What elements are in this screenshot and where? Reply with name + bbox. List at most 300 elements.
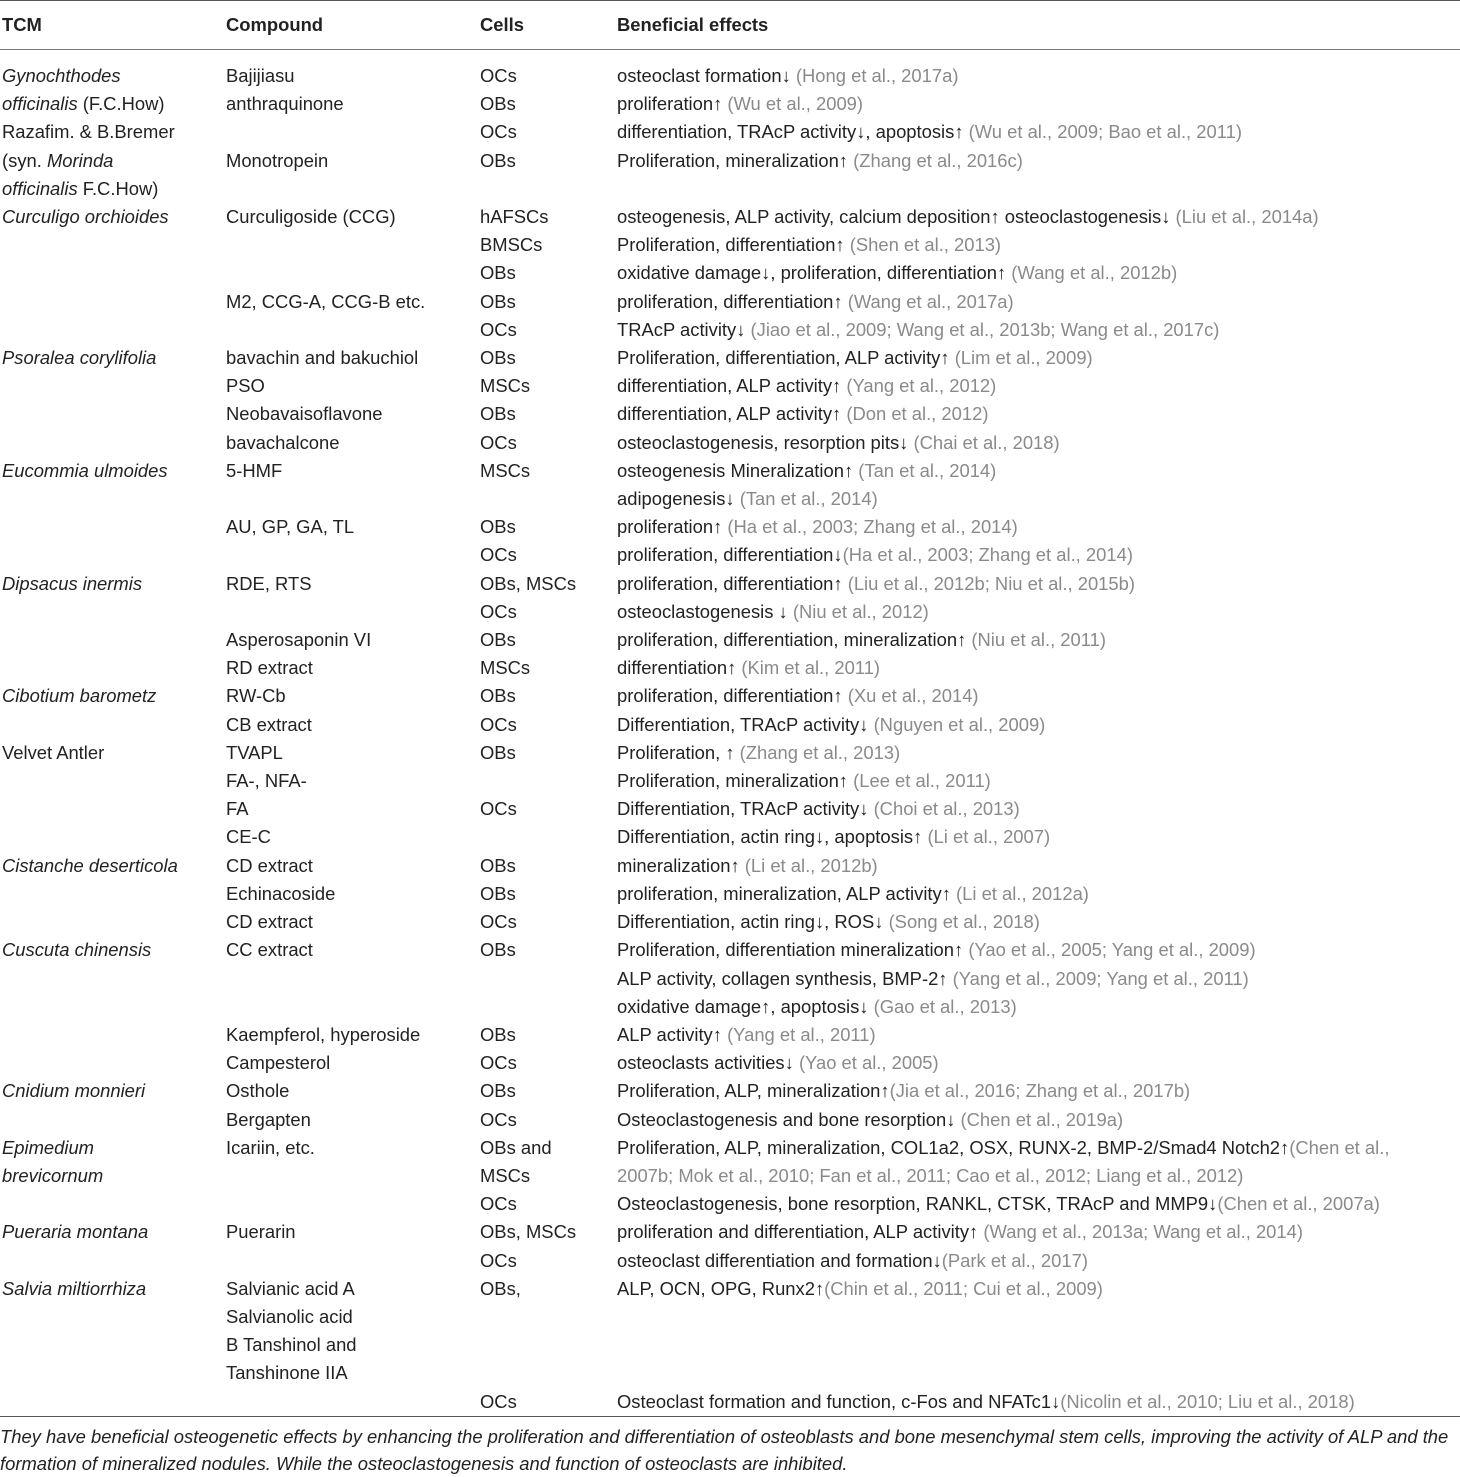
effect-text: osteoclastogenesis, resorption pits↓ (617, 431, 914, 453)
cell-compound: FA-, NFA- (226, 770, 307, 792)
cell-cells: MSCs (480, 375, 531, 397)
effect-text: osteoclast differentiation and formation↓ (617, 1249, 942, 1271)
cell-tcm (0, 654, 224, 682)
cell-tcm (0, 1359, 224, 1387)
table-row (0, 1331, 1460, 1359)
tcm-name-segment: Curculigo orchioides (2, 206, 169, 228)
cell-tcm (0, 626, 224, 654)
table-row (0, 50, 1460, 91)
cell-tcm (0, 1106, 224, 1134)
cell-compound: CD extract (226, 854, 313, 876)
tcm-name-segment: Dipsacus inermis (2, 572, 143, 594)
cell-compound: Osthole (226, 1080, 290, 1102)
cell-tcm (0, 288, 224, 316)
reference-citation: (Chin et al., 2011; Cui et al., 2009) (824, 1277, 1103, 1299)
effect-text: Osteoclast formation and function, c-Fos and NFATc1↓ (617, 1390, 1061, 1412)
reference-citation: (Chen et al., 2019a) (960, 1108, 1124, 1130)
cell-compound: AU, GP, GA, TL (226, 516, 355, 538)
cell-tcm (0, 1134, 224, 1162)
cell-compound: anthraquinone (226, 93, 344, 115)
effect-text: proliferation and differentiation, ALP activity↑ (617, 1221, 984, 1243)
reference-citation: (Wu et al., 2009) (727, 93, 864, 115)
table-row (0, 372, 1460, 400)
effect-text: ALP, OCN, OPG, Runx2↑ (617, 1277, 825, 1299)
reference-citation: (Niu et al., 2011) (971, 629, 1106, 651)
tcm-name-segment: brevicornum (2, 1164, 104, 1186)
table-row (0, 682, 1460, 710)
cell-compound (224, 231, 478, 259)
cell-tcm (0, 1331, 224, 1359)
cell-beneficial-effects (615, 1049, 1460, 1077)
cell-beneficial-effects (615, 231, 1460, 259)
cell-cells: OBs (480, 262, 516, 284)
cell-tcm (0, 316, 224, 344)
cell-compound (224, 1247, 478, 1275)
effect-text: Differentiation, TRAcP activity↓ (617, 798, 874, 820)
cell-tcm (0, 1049, 224, 1077)
reference-citation: (Liu et al., 2014a) (1175, 206, 1319, 228)
cell-compound: Bajijiasu (226, 65, 295, 86)
cell-compound: bavachin and bakuchiol (226, 347, 419, 369)
cell-cells: OCs (480, 713, 517, 735)
cell-tcm (0, 1162, 224, 1190)
cell-tcm (0, 1275, 224, 1303)
cell-cells (478, 1303, 615, 1331)
cell-cells (478, 1359, 615, 1387)
cell-beneficial-effects (615, 936, 1460, 964)
reference-citation: (Li et al., 2012a) (956, 882, 1089, 904)
cell-cells: OBs and (480, 1136, 552, 1158)
cell-beneficial-effects (615, 626, 1460, 654)
reference-citation: (Park et al., 2017) (941, 1249, 1088, 1271)
cell-beneficial-effects (615, 795, 1460, 823)
cell-tcm (0, 457, 224, 485)
cell-tcm (0, 1388, 224, 1420)
cell-tcm (0, 823, 224, 851)
effect-text: proliferation, mineralization, ALP activity↑ (617, 882, 957, 904)
tcm-name-segment: Cibotium barometz (2, 685, 157, 707)
cell-tcm (0, 767, 224, 795)
cell-compound: CD extract (226, 911, 313, 933)
effect-text: Proliferation, mineralization↑ (617, 770, 854, 792)
effect-text: Proliferation, differentiation mineralization↑ (617, 939, 969, 961)
tcm-name-segment: Pueraria montana (2, 1221, 149, 1243)
reference-citation: (Chai et al., 2018) (913, 431, 1060, 453)
cell-cells: hAFSCs (480, 206, 549, 228)
cell-compound: Curculigoside (CCG) (226, 206, 396, 228)
cell-tcm (0, 795, 224, 823)
effect-text: proliferation, differentiation↓ (617, 544, 843, 566)
table-row (0, 880, 1460, 908)
cell-tcm (0, 372, 224, 400)
table-row (0, 118, 1460, 146)
cell-cells: OBs (480, 93, 516, 115)
cell-tcm (0, 400, 224, 428)
table-body (0, 50, 1460, 1420)
table-row (0, 1218, 1460, 1246)
reference-citation: (Tan et al., 2014) (739, 488, 878, 510)
cell-beneficial-effects (615, 485, 1460, 513)
reference-citation: (Yao et al., 2005) (798, 1052, 939, 1074)
reference-citation: (Lim et al., 2009) (954, 347, 1093, 369)
cell-compound: PSO (226, 375, 265, 397)
cell-cells: OBs (480, 854, 516, 876)
reference-citation: (Jiao et al., 2009; Wang et al., 2013b; Wang et al., 2017c) (750, 318, 1220, 340)
table-row (0, 1388, 1460, 1420)
cell-tcm (0, 1021, 224, 1049)
table-row (0, 626, 1460, 654)
cell-beneficial-effects (615, 372, 1460, 400)
table-row (0, 1162, 1460, 1190)
cell-compound: CE-C (226, 826, 271, 848)
effect-text: Proliferation, mineralization↑ (617, 149, 854, 171)
cell-tcm (0, 993, 224, 1021)
cell-compound (224, 993, 478, 1021)
cell-cells: OBs, (480, 1277, 521, 1299)
cell-compound: Neobavaisoflavone (226, 403, 383, 425)
cell-beneficial-effects (615, 767, 1460, 795)
cell-compound: Echinacoside (226, 882, 336, 904)
cell-cells: OCs (480, 1249, 517, 1271)
cell-beneficial-effects (615, 457, 1460, 485)
table-row (0, 1275, 1460, 1303)
cell-cells: OCs (480, 1390, 517, 1412)
tcm-name-segment: F.C.How) (77, 177, 159, 199)
cell-beneficial-effects (615, 654, 1460, 682)
cell-cells: OBs (480, 347, 516, 369)
cell-cells: OBs (480, 882, 516, 904)
cell-cells: OBs (480, 741, 516, 763)
reference-citation: 2007b; Mok et al., 2010; Fan et al., 2011; Cao et al., 2012; Liang et al., 2012) (617, 1164, 1244, 1186)
table-row (0, 654, 1460, 682)
cell-cells: OCs (480, 911, 517, 933)
effect-text: Proliferation, differentiation↑ (617, 234, 850, 256)
cell-compound: Campesterol (226, 1052, 331, 1074)
cell-compound: RD extract (226, 657, 313, 679)
cell-compound: Tanshinone IIA (226, 1362, 348, 1384)
table-row (0, 993, 1460, 1021)
cell-compound (224, 598, 478, 626)
cell-cells: OBs (480, 1023, 516, 1045)
cell-cells (478, 485, 615, 513)
effect-text: osteoclast formation↓ (617, 65, 796, 86)
table-row (0, 1077, 1460, 1105)
cell-beneficial-effects (615, 1359, 1460, 1387)
table-row (0, 90, 1460, 118)
table-row (0, 316, 1460, 344)
effect-text: differentiation, ALP activity↑ (617, 375, 847, 397)
reference-citation: (Niu et al., 2012) (792, 600, 929, 622)
cell-cells: OBs (480, 685, 516, 707)
cell-compound (224, 485, 478, 513)
cell-cells: OBs, MSCs (480, 1221, 577, 1243)
table-row (0, 936, 1460, 964)
effect-text: ALP activity, collagen synthesis, BMP-2↑ (617, 967, 953, 989)
reference-citation: (Xu et al., 2014) (847, 685, 979, 707)
cell-cells: OCs (480, 318, 517, 340)
header-cells: Cells (478, 1, 615, 50)
table-row (0, 259, 1460, 287)
effect-text: proliferation, differentiation↑ (617, 290, 848, 312)
reference-citation: (Choi et al., 2013) (873, 798, 1020, 820)
cell-beneficial-effects (615, 429, 1460, 457)
cell-beneficial-effects (615, 880, 1460, 908)
cell-tcm (0, 1247, 224, 1275)
effect-text: oxidative damage↓, proliferation, differentiation↑ (617, 262, 1012, 284)
cell-beneficial-effects (615, 1218, 1460, 1246)
cell-cells: OBs (480, 1080, 516, 1102)
cell-tcm (0, 908, 224, 936)
tcm-name-segment: Psoralea corylifolia (2, 347, 157, 369)
effect-text: Proliferation, ALP, mineralization↑ (617, 1080, 890, 1102)
cell-beneficial-effects (615, 1303, 1460, 1331)
cell-compound: bavachalcone (226, 431, 340, 453)
cell-compound: RDE, RTS (226, 572, 312, 594)
cell-cells (478, 965, 615, 993)
effect-text: Differentiation, actin ring↓, ROS↓ (617, 911, 889, 933)
effect-text: proliferation, differentiation↑ (617, 572, 848, 594)
tcm-name-segment: Salvia miltiorrhiza (2, 1277, 147, 1299)
cell-beneficial-effects (615, 50, 1460, 91)
table-row (0, 175, 1460, 203)
cell-compound: CB extract (226, 713, 312, 735)
cell-compound: Puerarin (226, 1221, 296, 1243)
effect-text: differentiation, TRAcP activity↓, apoptosis↑ (617, 121, 969, 143)
table-row (0, 485, 1460, 513)
cell-cells: OCs (480, 1052, 517, 1074)
cell-compound (224, 1388, 478, 1420)
cell-cells: MSCs (480, 1164, 531, 1186)
cell-tcm (0, 1077, 224, 1105)
tcm-name-segment: Cuscuta chinensis (2, 939, 152, 961)
reference-citation: (Hong et al., 2017a) (795, 65, 959, 86)
cell-compound (224, 1162, 478, 1190)
table-row (0, 767, 1460, 795)
cell-compound: Asperosaponin VI (226, 629, 372, 651)
cell-tcm (0, 50, 224, 91)
reference-citation: (Shen et al., 2013) (849, 234, 1002, 256)
reference-citation: (Li et al., 2012b) (744, 854, 878, 876)
cell-beneficial-effects (615, 1331, 1460, 1359)
tcm-name-segment: Cistanche deserticola (2, 854, 178, 876)
cell-beneficial-effects (615, 1162, 1460, 1190)
cell-tcm (0, 429, 224, 457)
reference-citation: (Nguyen et al., 2009) (873, 713, 1046, 735)
cell-tcm (0, 147, 224, 175)
effect-text: oxidative damage↑, apoptosis↓ (617, 995, 874, 1017)
cell-cells: OBs (480, 403, 516, 425)
cell-beneficial-effects (615, 118, 1460, 146)
cell-beneficial-effects (615, 1134, 1460, 1162)
tcm-name-segment: Gynochthodes (2, 65, 121, 86)
reference-citation: (Zhang et al., 2016c) (853, 149, 1023, 171)
cell-compound (224, 175, 478, 203)
effect-text: ALP activity↑ (617, 1023, 728, 1045)
cell-tcm (0, 711, 224, 739)
effect-text: osteoclastogenesis ↓ (617, 600, 793, 622)
cell-cells: OBs, MSCs (480, 572, 577, 594)
table-row (0, 1303, 1460, 1331)
cell-beneficial-effects (615, 598, 1460, 626)
reference-citation: (Don et al., 2012) (846, 403, 989, 425)
cell-compound: RW-Cb (226, 685, 286, 707)
table-row (0, 1049, 1460, 1077)
tcm-name-segment: Cnidium monnieri (2, 1080, 146, 1102)
reference-citation: (Wang et al., 2012b) (1011, 262, 1178, 284)
cell-tcm (0, 739, 224, 767)
cell-compound (224, 316, 478, 344)
table-row (0, 288, 1460, 316)
effect-text: TRAcP activity↓ (617, 318, 751, 340)
table-row (0, 1359, 1460, 1387)
reference-citation: (Chen et al., (1289, 1136, 1390, 1158)
cell-cells: OCs (480, 600, 517, 622)
cell-beneficial-effects (615, 1388, 1460, 1420)
cell-beneficial-effects (615, 570, 1460, 598)
cell-tcm (0, 570, 224, 598)
cell-compound: Monotropein (226, 149, 329, 171)
cell-compound: Kaempferol, hyperoside (226, 1023, 421, 1045)
table-header (0, 1, 1460, 50)
effect-text: proliferation↑ (617, 93, 728, 115)
cell-beneficial-effects (615, 1247, 1460, 1275)
table-row (0, 908, 1460, 936)
tcm-name-segment: officinalis (2, 93, 78, 115)
cell-beneficial-effects (615, 400, 1460, 428)
table-row (0, 231, 1460, 259)
tcm-name-segment: Razafim. & B.Bremer (2, 121, 175, 143)
cell-compound: M2, CCG-A, CCG-B etc. (226, 290, 426, 312)
cell-beneficial-effects (615, 908, 1460, 936)
effect-text: proliferation↑ (617, 516, 728, 538)
cell-compound (224, 541, 478, 569)
effect-text: osteogenesis Mineralization↑ (617, 459, 859, 481)
cell-beneficial-effects (615, 1106, 1460, 1134)
reference-citation: (Ha et al., 2003; Zhang et al., 2014) (727, 516, 1018, 538)
cell-cells (478, 993, 615, 1021)
cell-cells (478, 823, 615, 851)
cell-cells: OCs (480, 1108, 517, 1130)
effect-text: Proliferation, ↑ (617, 741, 740, 763)
cell-tcm (0, 541, 224, 569)
table-row (0, 711, 1460, 739)
cell-beneficial-effects (615, 682, 1460, 710)
table-row (0, 1247, 1460, 1275)
table-footnote: They have beneficial osteogenetic effects by enhancing the proliferation and differentiation of osteoblasts and bone mesenchymal stem cells, improving the activity of ALP and the formation of mineralized nodules. While the osteoclastogenesis and function of osteoclasts are inhibited. (0, 1416, 1460, 1477)
table-row (0, 541, 1460, 569)
cell-beneficial-effects (615, 513, 1460, 541)
table-row (0, 598, 1460, 626)
table-row (0, 203, 1460, 231)
tcm-name-segment: (syn. (2, 149, 47, 171)
cell-tcm (0, 259, 224, 287)
cell-cells: OBs (480, 939, 516, 961)
effect-text: Osteoclastogenesis and bone resorption↓ (617, 1108, 961, 1130)
cell-cells: OCs (480, 798, 517, 820)
cell-tcm (0, 90, 224, 118)
cell-cells: OCs (480, 65, 517, 86)
cell-compound (224, 965, 478, 993)
table-row (0, 852, 1460, 880)
reference-citation: (Zhang et al., 2013) (739, 741, 901, 763)
header-tcm: TCM (0, 1, 224, 50)
cell-tcm (0, 880, 224, 908)
cell-beneficial-effects (615, 147, 1460, 175)
cell-cells: BMSCs (480, 234, 543, 256)
effect-text: proliferation, differentiation↑ (617, 685, 848, 707)
reference-citation: (Song et al., 2018) (888, 911, 1040, 933)
cell-tcm (0, 203, 224, 231)
cell-compound: CC extract (226, 939, 313, 961)
table-row (0, 457, 1460, 485)
header-beneficial-effects: Beneficial effects (615, 1, 1460, 50)
cell-cells: MSCs (480, 459, 531, 481)
reference-citation: (Nicolin et al., 2010; Liu et al., 2018) (1060, 1390, 1355, 1412)
reference-citation: (Lee et al., 2011) (853, 770, 991, 792)
cell-cells: OBs (480, 149, 516, 171)
cell-compound: Salvianic acid A (226, 1277, 355, 1299)
cell-beneficial-effects (615, 993, 1460, 1021)
cell-tcm (0, 852, 224, 880)
cell-beneficial-effects (615, 541, 1460, 569)
reference-citation: (Yao et al., 2005; Yang et al., 2009) (968, 939, 1256, 961)
effect-text: osteogenesis, ALP activity, calcium deposition↑ osteoclastogenesis↓ (617, 206, 1176, 228)
cell-tcm (0, 485, 224, 513)
reference-citation: (Yang et al., 2011) (727, 1023, 876, 1045)
tcm-name-segment: officinalis (2, 177, 78, 199)
cell-cells (478, 175, 615, 203)
cell-beneficial-effects (615, 1275, 1460, 1303)
cell-tcm (0, 1303, 224, 1331)
reference-citation: (Jia et al., 2016; Zhang et al., 2017b) (889, 1080, 1191, 1102)
reference-citation: (Ha et al., 2003; Zhang et al., 2014) (842, 544, 1133, 566)
effect-text: proliferation, differentiation, mineralization↑ (617, 629, 972, 651)
cell-tcm (0, 344, 224, 372)
cell-tcm (0, 513, 224, 541)
tcm-name-segment: Epimedium (2, 1136, 94, 1158)
cell-compound (224, 259, 478, 287)
effect-text: differentiation, ALP activity↑ (617, 403, 847, 425)
cell-cells: OCs (480, 1193, 517, 1215)
cell-tcm (0, 965, 224, 993)
table-row (0, 570, 1460, 598)
cell-cells: OBs (480, 516, 516, 538)
effect-text: adipogenesis↓ (617, 488, 740, 510)
header-compound: Compound (224, 1, 478, 50)
reference-citation: (Kim et al., 2011) (741, 657, 881, 679)
cell-beneficial-effects (615, 711, 1460, 739)
cell-beneficial-effects (615, 90, 1460, 118)
effect-text: Proliferation, ALP, mineralization, COL1a2, OSX, RUNX-2, BMP-2/Smad4 Notch2↑ (617, 1136, 1290, 1158)
cell-cells (478, 1331, 615, 1359)
table-row (0, 429, 1460, 457)
tcm-name-segment: Eucommia ulmoides (2, 459, 168, 481)
cell-beneficial-effects (615, 852, 1460, 880)
reference-citation: (Wu et al., 2009; Bao et al., 2011) (968, 121, 1242, 143)
effect-text: osteoclasts activities↓ (617, 1052, 799, 1074)
reference-citation: (Wang et al., 2013a; Wang et al., 2014) (983, 1221, 1303, 1243)
cell-beneficial-effects (615, 288, 1460, 316)
cell-beneficial-effects (615, 1190, 1460, 1218)
table-row (0, 739, 1460, 767)
table-row (0, 513, 1460, 541)
tcm-name-segment: Morinda (46, 149, 114, 171)
cell-compound: Salvianolic acid (226, 1305, 353, 1327)
effect-text: mineralization↑ (617, 854, 745, 876)
cell-beneficial-effects (615, 739, 1460, 767)
cell-tcm (0, 598, 224, 626)
cell-beneficial-effects (615, 1021, 1460, 1049)
